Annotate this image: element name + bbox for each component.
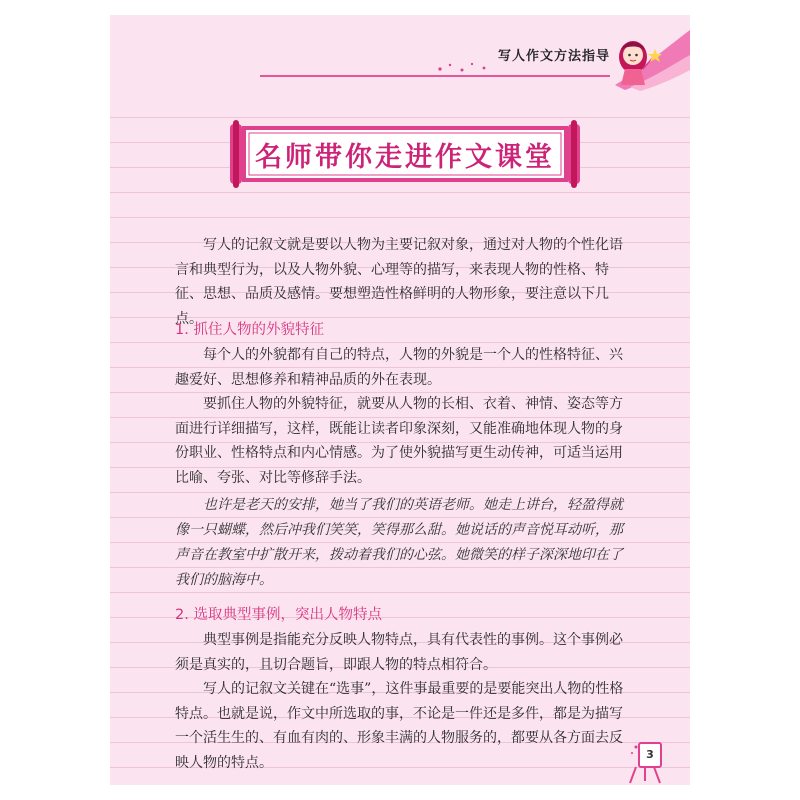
section-heading-2: 2. 选取典型事例，突出人物特点 — [175, 607, 382, 623]
example-paragraph: 也许是老天的安排，她当了我们的英语老师。她走上讲台，轻盈得就像一只蝴蝶，然后冲我们笑笑，笑得那么甜。她说话的声音悦耳动听，那声音在教室中扩散开来，拨动着我们的心弦。她微笑的样子深深地印在了我们的脑海中。 — [175, 497, 623, 588]
intro-text — [175, 233, 630, 331]
section2-paragraph-1: 典型事例是指能充分反映人物特点，具有代表性的事例。这个事例必须是真实的，且切合题旨，即跟人物的特点相符合。 — [175, 632, 623, 673]
section-banner — [230, 120, 580, 188]
example-passage — [175, 493, 630, 593]
section1-paragraph-2: 要抓住人物的外貌特征，就要从人物的长相、衣着、神情、姿态等方面进行详细描写，这样，既能让读者印象深刻，又能准确地体现人物的身份职业、性格特点和内心情感。为了使外貌描写更生动传神，可适当运用比喻、夸张、对比等修辞手法。 — [175, 396, 623, 486]
header-title: 写人作文方法指导 — [498, 49, 611, 64]
banner-title: 名师带你走进作文课堂 — [255, 141, 555, 173]
book-page — [110, 15, 690, 785]
page-number-badge — [622, 737, 668, 785]
section1-paragraph-1: 每个人的外貌都有自己的特点，人物的外貌是一个人的性格特征、兴趣爱好、思想修养和精神品质的外在表现。 — [175, 347, 623, 388]
page-number: 3 — [646, 748, 654, 761]
section-heading-1: 1. 抓住人物的外貌特征 — [175, 322, 324, 338]
intro-paragraph: 写人的记叙文就是要以人物为主要记叙对象，通过对人物的个性化语言和典型行为，以及人物外貌、心理等的描写，来表现人物的性格、特征、思想、品质及感情。要想塑造性格鲜明的人物形象，要注意以下几点。 — [175, 237, 623, 327]
section1-text — [175, 343, 630, 491]
section2-paragraph-2: 写人的记叙文关键在“选事”，这件事最重要的是要能突出人物的性格特点。也就是说，作文中所选取的事，不论是一件还是多件，都是为描写一个活生生的、有血有肉的、形象丰满的人物服务的，都要从各方面去反映人物的特点。 — [175, 681, 624, 771]
section2-text — [175, 628, 630, 776]
